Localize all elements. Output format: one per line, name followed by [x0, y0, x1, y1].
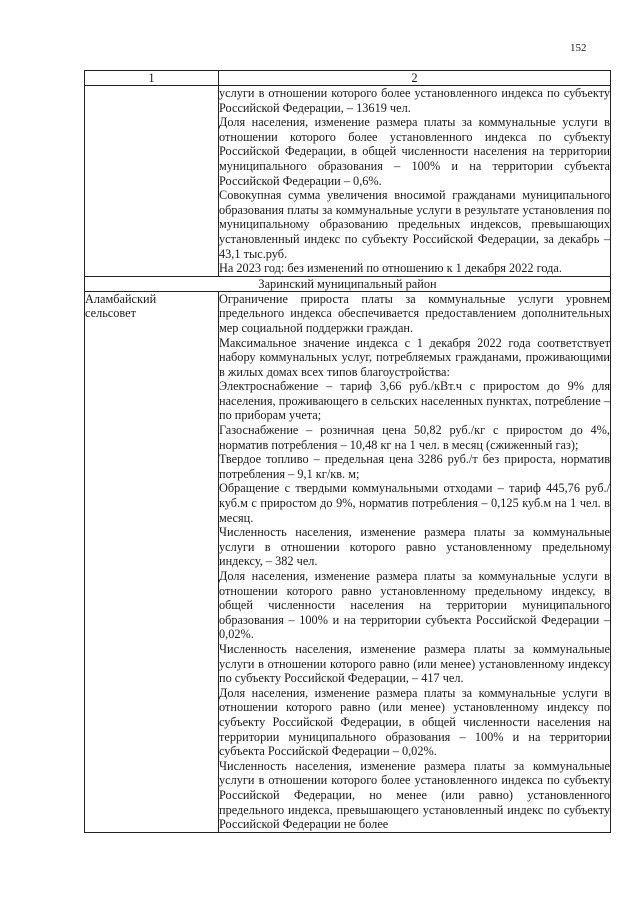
header-col-2: 2: [219, 71, 611, 86]
paragraph: Совокупная сумма увеличения вносимой гражданами муниципального образования платы за коммунальные услуги в результате установления по муниципальному образованию предельных индексов, превышающих установленный индекс по субъекту Российской Федерации, за декабрь – 43,1 тыс.руб.: [219, 188, 610, 261]
paragraph: Численность населения, изменение размера платы за коммунальные услуги в отношении которого равно (или менее) установленному индексу по субъекту Российской Федерации, – 417 чел.: [219, 641, 610, 686]
empty-cell: [85, 86, 219, 277]
paragraph: Твердое топливо – предельная цена 3286 руб./т без прироста, норматив потребления – 9,1 кг/кв. м;: [219, 452, 610, 481]
paragraph: Численность населения, изменение размера платы за коммунальные услуги в отношении которого более установленного индекса по субъекту Российской Федерации, но менее (или равно) установленного предельного индекса, превышающего установленный индекс по субъекту Российской Федерации не более: [219, 758, 610, 832]
table-header-row: [85, 71, 611, 86]
paragraph: Ограничение прироста платы за коммунальные услуги уровнем предельного индекса обеспечивается предоставлением дополнительных мер социальной поддержки граждан.: [219, 291, 610, 335]
paragraph: Электроснабжение – тариф 3,66 руб./кВт.ч с приростом до 9% для населения, проживающего в сельских населенных пунктах, потребление – по приборам учета;: [219, 379, 610, 423]
header-col-1: 1: [85, 71, 219, 86]
paragraph: услуги в отношении которого более установленного индекса по субъекту Российской Федерации, – 13619 чел.: [219, 86, 610, 115]
municipality-text-cell: [219, 291, 611, 832]
continuation-text-cell: [219, 86, 611, 277]
paragraph: Доля населения, изменение размера платы за коммунальные услуги в отношении которого равно (или менее) установленному индексу по субъекту Российской Федерации, в общей численности населения на территории муниципального образования – 100% и на территории субъекта Российской Федерации – 0,02%.: [219, 685, 610, 759]
district-row: [85, 276, 611, 291]
district-title: Заринский муниципальный район: [85, 276, 611, 291]
table-row-municipality: [85, 291, 611, 832]
page-number: 152: [570, 42, 587, 54]
municipality-name-line1: Аламбайский: [85, 291, 157, 306]
municipality-name-line2: сельсовет: [85, 306, 136, 321]
paragraph: Максимальное значение индекса с 1 декабря 2022 года соответствует набору коммунальных услуг, потребляемых гражданами, проживающими в жилых домах всех типов благоустройства:: [219, 335, 610, 379]
paragraph: Численность населения, изменение размера платы за коммунальные услуги в отношении которого равно установленному предельному индексу, – 382 чел.: [219, 525, 610, 569]
paragraph: На 2023 год: без изменений по отношению к 1 декабря 2022 года.: [219, 261, 562, 276]
municipality-name-cell: [85, 291, 219, 832]
paragraph: Газоснабжение – розничная цена 50,82 руб./кг с приростом до 4%, норматив потребления – 10,48 кг на 1 чел. в месяц (сжиженный газ);: [219, 423, 610, 452]
paragraph: Доля населения, изменение размера платы за коммунальные услуги в отношении которого более установленного индекса по субъекту Российской Федерации, в общей численности населения на территории муниципального образования – 100% и на территории субъекта Российской Федерации – 0,6%.: [219, 115, 610, 188]
document-table: [84, 70, 611, 833]
paragraph: Обращение с твердыми коммунальными отходами – тариф 445,76 руб./куб.м с приростом до 9%, норматив потребления – 0,125 куб.м на 1 чел. в месяц.: [219, 481, 610, 525]
paragraph: Доля населения, изменение размера платы за коммунальные услуги в отношении которого равно установленному предельному индексу, в общей численности населения на территории муниципального образования – 100% и на территории субъекта Российской Федерации – 0,02%.: [219, 569, 610, 642]
table-row-continuation: [85, 86, 611, 277]
